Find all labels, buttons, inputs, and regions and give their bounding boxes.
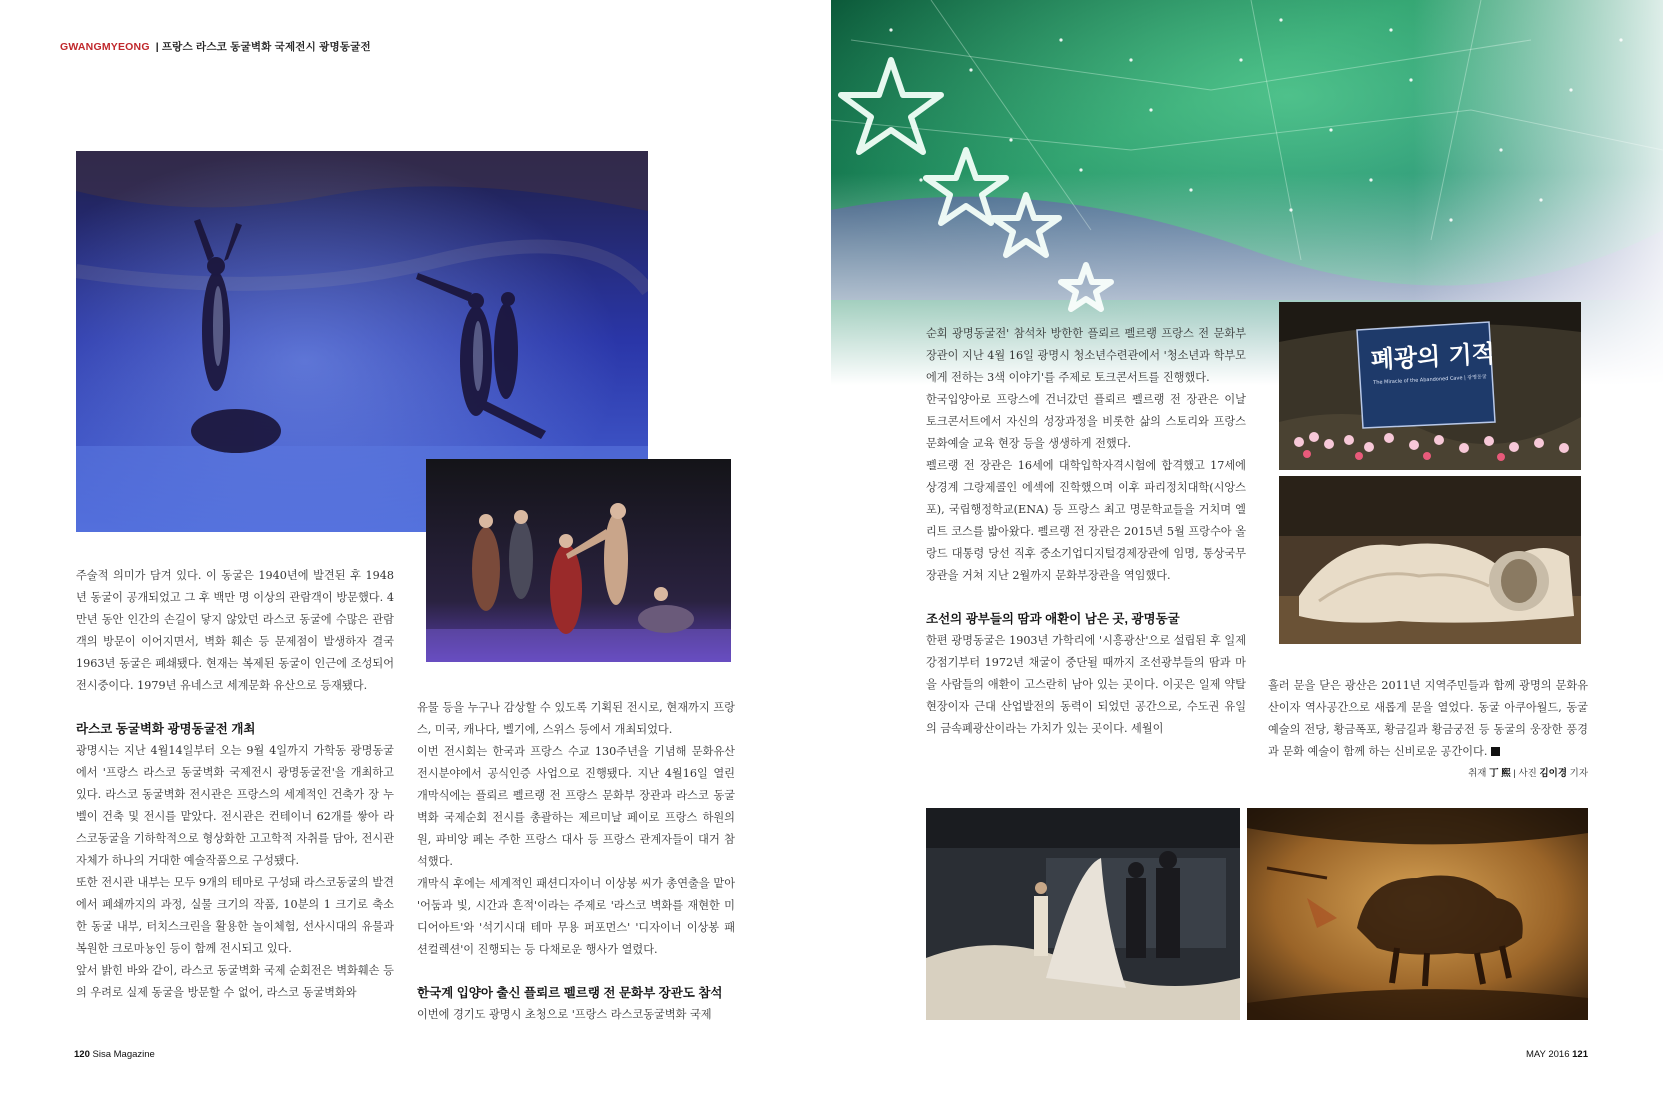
col2-paragraph-3: 개막식 후에는 세계적인 패션디자이너 이상봉 씨가 총연출을 맡아 '어둠과 빛, 시간과 흔적'이라는 주제로 '라스코 벽화를 재현한 미디어아트'와 '석기시대 테마 무용 퍼포먼스' '디자이너 이상봉 패션컬렉션'이 진행되는 등 다채로운 행사가 열렸다. [417, 877, 735, 956]
photo-prefix: 사진 [1518, 768, 1537, 779]
footer-right [1526, 1049, 1588, 1060]
credit-separator: | [1513, 768, 1516, 779]
photographer-name: 김이경 [1539, 768, 1567, 779]
header-topic: 프랑스 라스코 동굴벽화 국제전시 광명동굴전 [161, 41, 371, 53]
cave-replica-illustration [1279, 476, 1581, 644]
col1-subheading: 라스코 동굴벽화 광명동굴전 개최 [76, 722, 256, 736]
cave-wall-illustration [1279, 302, 1581, 470]
footer-left [74, 1049, 155, 1060]
right-issue-date: MAY 2016 [1526, 1049, 1570, 1060]
dancers-purple-illustration [426, 459, 731, 662]
exhibit-visitors-illustration [926, 808, 1240, 1020]
col3-subheading: 조선의 광부들의 땀과 애환이 남은 곳, 광명동굴 [926, 612, 1180, 626]
header-brand: GWANGMYEONG [60, 41, 150, 53]
col2-paragraph-2: 이번 전시회는 한국과 프랑스 수교 130주년을 기념해 문화유산 전시분야에서 공식인증 사업으로 진행됐다. 지난 4월16일 열린 개막식에는 플뢰르 펠르랭 전 프랑스 문화부 장관과 라스코 동굴벽화 국제순회 전시를 총괄하는 제르미날 페이로 프랑스 하원의원, 파비앙 페논 주한 프랑스 대사 등 프랑스 관계자들이 대거 참석했다. [417, 745, 735, 868]
miracle-sign [1370, 339, 1496, 386]
right-page-number: 121 [1572, 1049, 1588, 1060]
reporter-name: 丁 熙 [1489, 768, 1511, 779]
miracle-sign-title: 폐광의 기적 [1370, 339, 1496, 375]
left-magazine-name: Sisa Magazine [92, 1049, 155, 1060]
text-column-3 [926, 323, 1246, 740]
exhibit-visitors-photo [926, 808, 1240, 1020]
left-page-number: 120 [74, 1049, 90, 1060]
header-separator: | [155, 41, 159, 53]
col1-paragraph-4: 앞서 밝힌 바와 같이, 라스코 동굴벽화 국제 순회전은 벽화훼손 등의 우려로 실제 동굴을 방문할 수 없어, 라스코 동굴벽화와 [76, 964, 394, 999]
cave-replica-photo [1279, 476, 1581, 644]
col3-paragraph-2: 한국입양아로 프랑스에 건너갔던 플뢰르 펠르랭 전 장관은 이날 토크콘서트에서 자신의 성장과정을 비롯한 삶의 스토리와 프랑스 문화예술 교육 현장 등을 생생하게 전했다. [926, 393, 1246, 450]
col2-paragraph-4: 이번에 경기도 광명시 초청으로 '프랑스 라스코동굴벽화 국제 [417, 1008, 712, 1021]
col2-paragraph-1: 유물 등을 누구나 감상할 수 있도록 기획된 전시로, 현재까지 프랑스, 미국, 캐나다, 벨기에, 스위스 등에서 개최되었다. [417, 701, 735, 736]
running-header [60, 39, 371, 54]
end-mark-icon [1491, 747, 1500, 756]
byline-credit [1380, 765, 1588, 779]
col4-paragraph-1: 흘러 문을 닫은 광산은 2011년 지역주민들과 함께 광명의 문화유산이자 역사공간으로 새롭게 문을 열었다. 동굴 아쿠아월드, 동굴 예술의 전당, 황금폭포, 황금길과 황금궁전 등 동굴의 웅장한 풍경과 문화 예술이 함께 하는 신비로운 공간이다. [1268, 679, 1588, 758]
text-column-1 [76, 565, 394, 1004]
col1-paragraph-3: 또한 전시관 내부는 모두 9개의 테마로 구성돼 라스코동굴의 발견에서 폐쇄까지의 과정, 실물 크기의 작품, 10분의 1 크기로 축소한 동굴 내부, 터치스크린을 활용한 놀이체험, 선사시대의 유물과 복원한 크로마뇽인 등이 함께 전시되고 있다. [76, 876, 394, 955]
text-column-2 [417, 697, 735, 1026]
col3-paragraph-4: 한편 광명동굴은 1903년 가학리에 '시흥광산'으로 설립된 후 일제강점기부터 1972년 채굴이 중단될 때까지 조선광부들의 땀과 마을 사람들의 애환이 고스란히 남아 있는 곳이다. 이곳은 일제 약탈 현장이자 근대 산업발전의 동력이 되었던 공간으로, 수도권 유일의 금속폐광산이라는 가치가 있는 곳이다. 세월이 [926, 634, 1246, 735]
col3-paragraph-3: 펠르랭 전 장관은 16세에 대학입학자격시험에 합격했고 17세에 상경계 그랑제콜인 에섹에 진학했으며 이후 파리정치대학(시앙스포), 국립행정학교(ENA) 등 프랑스 최고 명문학교들을 거치며 엘리트 코스를 밟아왔다. 펠르랭 전 장관은 2015년 5월 프랑수아 올랑드 대통령 당선 직후 중소기업디지털경제장관에 임명, 통상국무장관을 거쳐 지난 2월까지 문화부장관을 역임했다. [926, 459, 1246, 582]
bison-painting-photo [1247, 808, 1588, 1020]
credit-prefix: 취재 [1468, 768, 1487, 779]
col1-paragraph-2: 광명시는 지난 4월14일부터 오는 9월 4일까지 가학동 광명동굴에서 '프랑스 라스코 동굴벽화 국제전시 광명동굴전'을 개최하고 있다. 라스코 동굴벽화 전시관은 프랑스의 세계적인 건축가 장 누벨이 건축 및 전시를 맡았다. 전시관은 컨테이너 62개를 쌓아 라스코동굴을 기하학적으로 형상화한 고고학적 자취를 담아, 전시관 자체가 하나의 거대한 예술작품으로 구성됐다. [76, 744, 394, 867]
col3-paragraph-1: 순회 광명동굴전' 참석차 방한한 플뢰르 펠르랭 프랑스 전 문화부 장관이 지난 4월 16일 광명시 청소년수련관에서 '청소년과 학부모에게 전하는 3색 이야기'를 주제로 토크콘서트를 진행했다. [926, 327, 1246, 384]
miracle-sign-subtitle: The Miracle of the Abandoned Cave | 광명동굴 [1373, 374, 1487, 386]
col1-paragraph-1: 주술적 의미가 담겨 있다. 이 동굴은 1940년에 발견된 후 1948년 동굴이 공개되었고 그 후 백만 명 이상의 관람객이 방문했다. 4만년 동안 인간의 손길이 닿지 않았던 라스코 동굴에 수많은 관람객의 방문이 이어지면서, 벽화 훼손 등 문제점이 발생하자 결국 1963년 동굴은 폐쇄됐다. 현재는 복제된 동굴이 인근에 조성되어 전시중이다. 1979년 유네스코 세계문화 유산으로 등재됐다. [76, 569, 394, 692]
text-column-4 [1268, 675, 1588, 763]
miracle-sign-photo [1279, 302, 1581, 470]
bison-painting-illustration [1247, 808, 1588, 1020]
col2-subheading: 한국계 입양아 출신 플뢰르 펠르랭 전 문화부 장관도 참석 [417, 986, 723, 1000]
credit-suffix: 기자 [1569, 768, 1588, 779]
dancers-purple-photo [426, 459, 731, 662]
